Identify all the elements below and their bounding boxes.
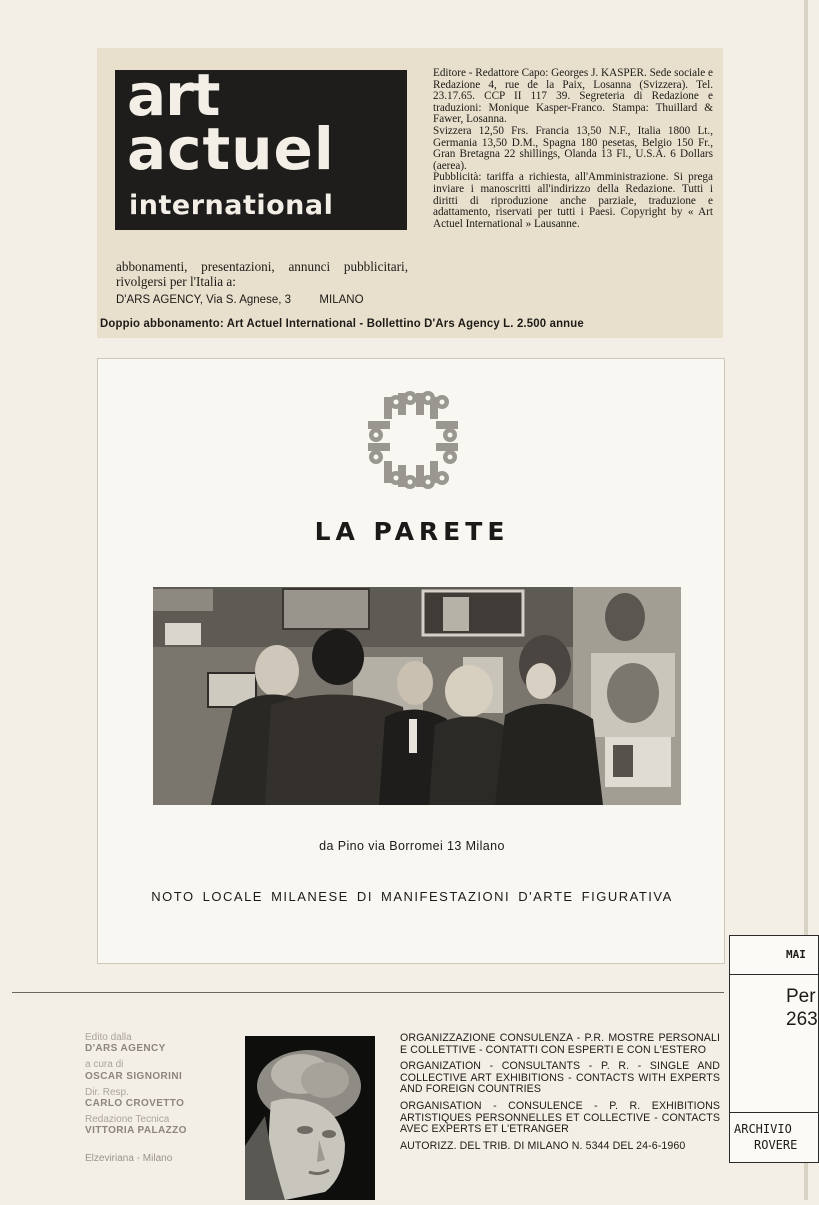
publication-credits bbox=[85, 1032, 245, 1164]
stamp-location-text: ROVERE bbox=[754, 1138, 798, 1152]
credit-edited-by: D'ARS AGENCY bbox=[85, 1043, 166, 1055]
double-subscription-line: Doppio abbonamento: Art Actuel International - Bollettino D'Ars Agency L. 2.500 annue bbox=[100, 316, 584, 330]
agency-address: D'ARS AGENCY, Via S. Agnese, 3 bbox=[116, 294, 292, 306]
classical-bust-photo bbox=[245, 1036, 375, 1200]
credit-technical: VITTORIA PALAZZO bbox=[85, 1125, 187, 1137]
stamp-middle-text-1: Per bbox=[786, 986, 816, 1007]
parete-address: da Pino via Borromei 13 Milano bbox=[319, 839, 505, 853]
logo-word-art: art bbox=[127, 61, 220, 129]
subscriptions-text: abbonamenti, presentazioni, annunci pubblicitari, rivolgersi per l'Italia a: bbox=[116, 259, 408, 289]
editor-paragraph: Editore - Redattore Capo: Georges J. KASPER. Sede sociale e Redazione 4, rue de la Paix, Losanna (Svizzera). Tel. 23.17.65. CCP II 117 39. Segreteria di Redazione e traduzioni: Monique Kasper-Franco. Stampa: Thuillard & Fawer, Losanna. bbox=[433, 67, 713, 126]
stamp-middle-text-2: 263 bbox=[786, 1009, 818, 1030]
logo-word-international: international bbox=[129, 190, 334, 221]
editorial-info bbox=[433, 68, 713, 230]
parete-title: LA PARETE bbox=[314, 517, 510, 546]
credit-role-curated: a cura di bbox=[85, 1059, 124, 1071]
logo-word-actuel: actuel bbox=[127, 115, 335, 183]
stamp-rule bbox=[730, 974, 818, 975]
art-actuel-logo bbox=[115, 61, 407, 230]
credit-role-edited: Edito dalla bbox=[85, 1032, 132, 1043]
gallery-visitors-photo bbox=[153, 587, 681, 805]
la-parete-advertisement bbox=[97, 358, 725, 964]
agency-city: MILANO bbox=[319, 294, 364, 306]
services-french: ORGANISATION - CONSULENCE - P. R. EXHIBITIONS ARTISTIQUES PERSONNELLES ET COLLECTIVE - CONTACTS AVEC EXPERTS ET L'ETRANGER bbox=[400, 1099, 720, 1136]
services-english: ORGANIZATION - CONSULTANTS - P. R. - SINGLE AND COLLECTIVE ART EXHIBITIONS - CONTACTS WITH EXPERTS AND FOREIGN COUNTRIES bbox=[400, 1060, 720, 1096]
art-actuel-advertisement bbox=[97, 48, 723, 338]
credit-curated-by: OSCAR SIGNORINI bbox=[85, 1070, 183, 1082]
credit-role-director: Dir. Resp. bbox=[85, 1086, 129, 1098]
credit-role-technical: Redazione Tecnica bbox=[85, 1114, 170, 1126]
stamp-top-text: MAI bbox=[786, 948, 806, 961]
stamp-archive-text: ARCHIVIO bbox=[734, 1122, 792, 1136]
court-authorization: AUTORIZZ. DEL TRIB. DI MILANO N. 5344 DEL 24-6-1960 bbox=[400, 1139, 686, 1152]
services-italian: ORGANIZZAZIONE CONSULENZA - P.R. MOSTRE PERSONALI E COLLETTIVE - CONTATTI CON ESPERTI E CON L'ESTERO bbox=[400, 1032, 720, 1056]
parete-emblem-icon bbox=[366, 391, 460, 489]
prices-paragraph: Svizzera 12,50 Frs. Francia 13,50 N.F., Italia 1800 Lt., Germania 13,50 D.M., Spagna 180 pesetas, Belgio 150 Fr., Gran Bretagna 22 shillings, Olanda 13 Fl., U.S.A. 6 Dollars (aerea). bbox=[433, 124, 713, 172]
section-divider bbox=[12, 992, 724, 993]
agency-address-line bbox=[116, 294, 411, 306]
credit-director: CARLO CROVETTO bbox=[85, 1098, 185, 1110]
stamp-rule bbox=[730, 1112, 818, 1113]
publicity-paragraph: Pubblicità: tariffa a richiesta, all'Amministrazione. Si prega inviare i manoscritti all'indirizzo della Redazione. Tutti i diritti di riproduzione anche parziale, traduzione e adattamento, riservati per tutti i Paesi. Copyright by « Art Actuel International » Lausanne. bbox=[433, 171, 713, 230]
bust-illustration bbox=[245, 1036, 375, 1200]
archive-stamp bbox=[729, 935, 819, 1163]
gallery-photo-illustration bbox=[153, 587, 681, 805]
agency-services bbox=[400, 1033, 720, 1157]
parete-tagline: NOTO LOCALE MILANESE DI MANIFESTAZIONI D'ARTE FIGURATIVA bbox=[151, 889, 673, 904]
credit-printer: Elzeviriana - Milano bbox=[85, 1152, 173, 1164]
